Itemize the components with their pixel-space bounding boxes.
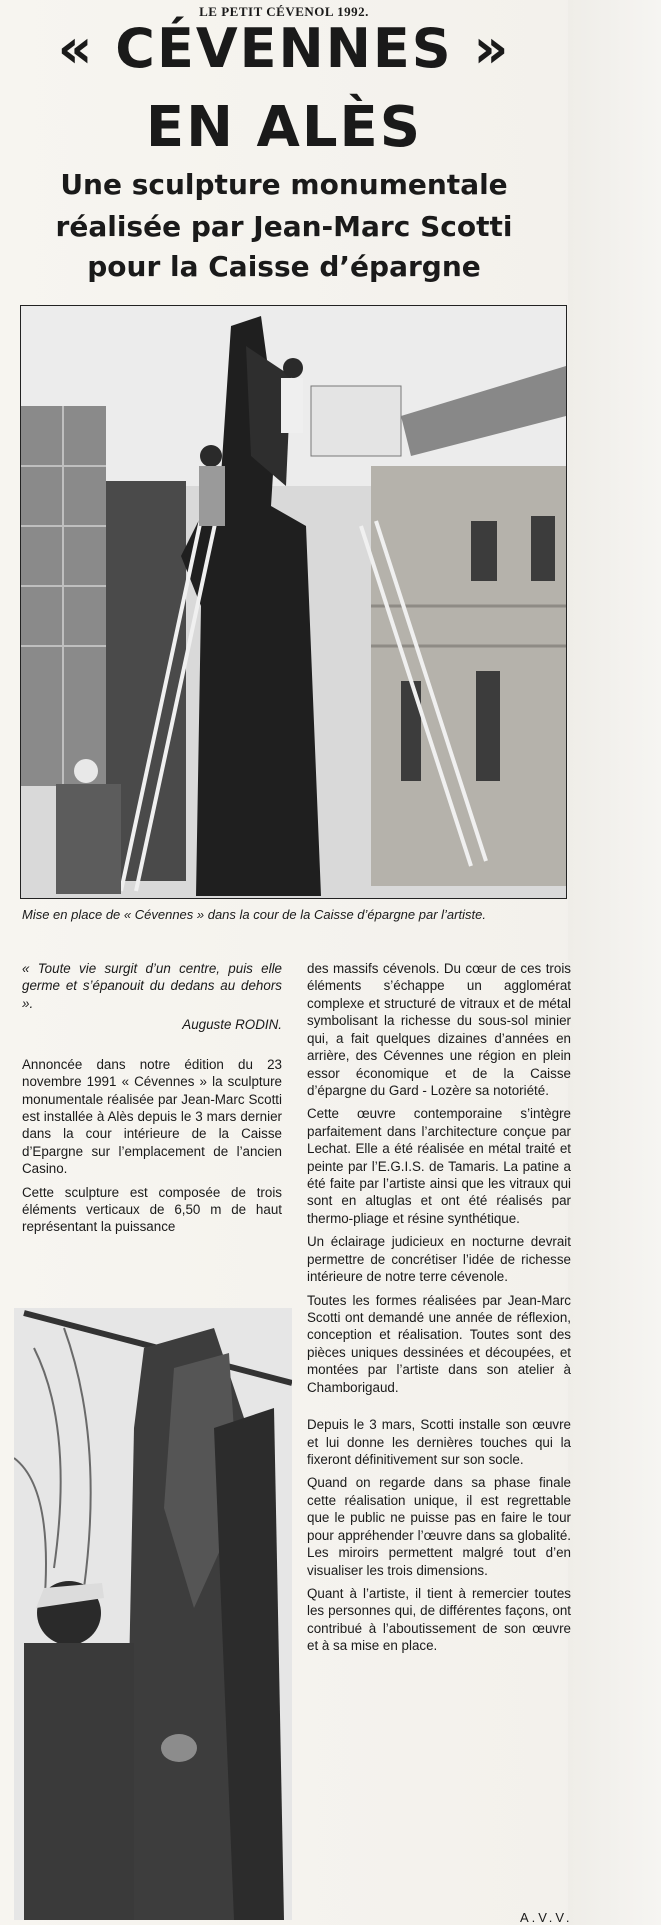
secondary-photo-illustration [14,1308,292,1920]
right-paragraph-6: Quand on regarde dans sa phase finale cette réalisation unique, il est regrettable que le public ne puisse pas en faire le tour pour appréhender l’œuvre dans sa globalité. Les miroirs permettent malgré tout d’en visualiser les trois dimensions. [307,1475,571,1578]
left-paragraph-1: Annoncée dans notre édition du 23 novembre 1991 « Cévennes » la sculpture monumentale réalisée par Jean-Marc Scotti est installée à Alès depuis le 3 mars dernier dans la cour intérieure de la Caisse d’Epargne sur l’emplacement de l’ancien Casino. [22,1056,282,1177]
left-column [22,960,282,1236]
page-margin [568,0,661,1925]
headline-line-1: « CÉVENNES » [57,17,511,80]
subheadline-line-2: réalisée par Jean-Marc Scotti [55,210,513,243]
quote-author: Auguste RODIN. [182,1017,282,1033]
right-paragraph-4: Toutes les formes réalisées par Jean-Marc Scotti ont demandé une année de réflexion, conception et réalisation. Toutes sont des pièces uniques dessinées et découpées, et montées par l’artiste dans son atelier à Chamborigaud. [307,1292,571,1395]
quote-text: « Toute vie surgit d’un centre, puis elle germe et s’épanouit du dedans au dehors ». [22,961,282,1011]
subheadline-line-1: Une sculpture monumentale [60,168,508,201]
right-column [307,960,571,1655]
right-paragraph-7: Quant à l’artiste, il tient à remercier toutes les personnes qui, de différentes façons, ont contribué à l’aboutissement de son œuvre et à sa mise en place. [307,1585,571,1654]
author-signature: A.V.V. [520,1910,573,1925]
right-paragraph-3: Un éclairage judicieux en nocturne devrait permettre de concrétiser l’idée de richesse intérieure de notre terre cévenole. [307,1234,571,1285]
headline-line-2: EN ALÈS [145,95,423,160]
main-photo [20,305,567,899]
secondary-photo [14,1308,292,1920]
right-paragraph-2: Cette œuvre contemporaine s’intègre parfaitement dans l’architecture conçue par Lechat. Elle a été réalisée en métal traité et peinte par l’E.G.I.S. de Tamaris. La patine a été faite par l’artiste ainsi que les vitraux qui sont en altuglas et ont été réalisés par thermo-pliage et résine synthétique. [307,1106,571,1226]
right-paragraph-5: Depuis le 3 mars, Scotti installe son œuvre et lui donne les dernières touches qui la fixeront définitivement sur son socle. [307,1417,571,1467]
main-photo-illustration [21,306,566,898]
left-paragraph-2: Cette sculpture est composée de trois éléments verticaux de 6,50 m de haut représentant la puissance [22,1184,282,1235]
right-paragraph-1: des massifs cévenols. Du cœur de ces trois éléments s’échappe un agglomérat complexe et structuré de vitraux et de métal symbolisant la richesse du sous-sol minier qui, a fait quelques dizaines d’années en arrière, des Cévennes une région en plein essor économique et de la Caisse d’épargne du Gard - Lozère sa notoriété. [307,961,571,1098]
masthead: LE PETIT CÉVENOL 1992. [199,4,369,19]
subheadline-line-3: pour la Caisse d’épargne [87,250,481,283]
photo-caption: Mise en place de « Cévennes » dans la cour de la Caisse d’épargne par l’artiste. [22,907,486,922]
